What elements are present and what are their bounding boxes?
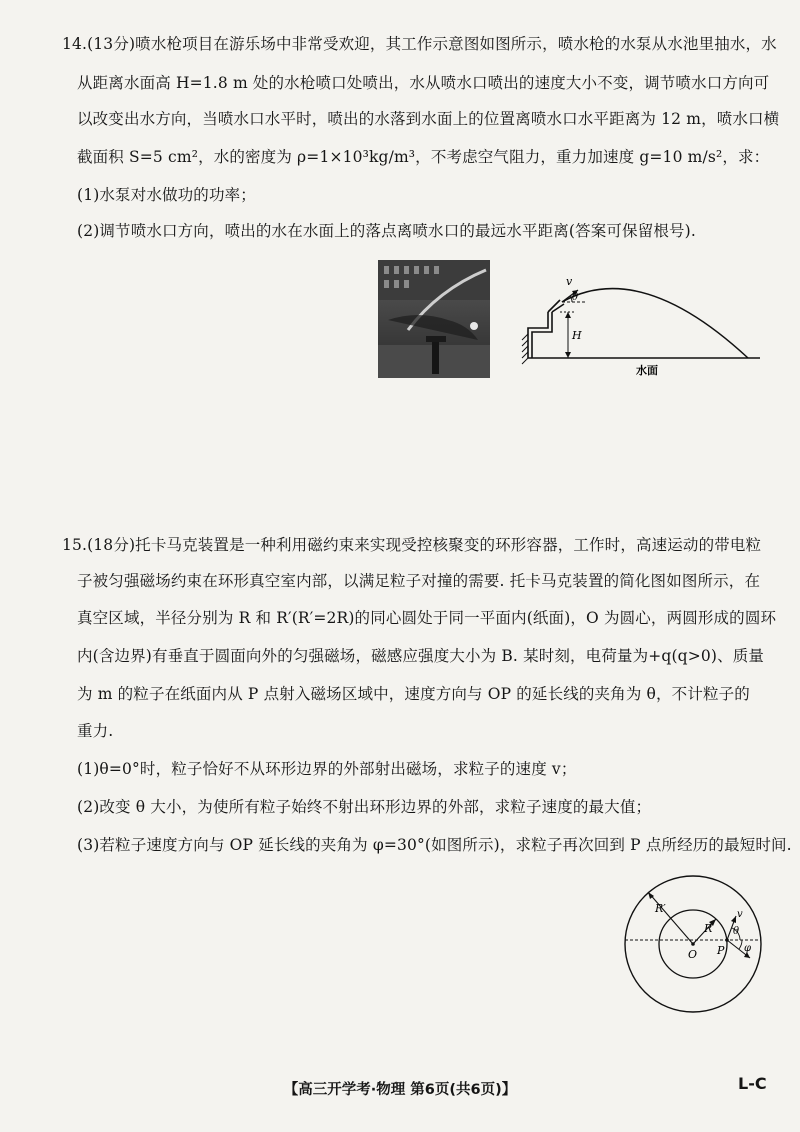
- q14-line-2: 从距离水面高 H=1.8 m 处的水枪喷口处喷出，水从喷水口喷出的速度大小不变，调节喷水口方向可: [77, 74, 770, 92]
- label-R-prime: R′: [655, 902, 666, 915]
- page-footer: 【高三开学考·物理 第6页(共6页)】: [283, 1082, 517, 1098]
- q15-line-9: (3)若粒子速度方向与 OP 延长线的夹角为 φ=30°(如图所示)，求粒子再次回到 P 点所经历的最短时间.: [77, 836, 792, 854]
- q14-line-6: (2)调节喷水口方向，喷出的水在水面上的落点离喷水口的最远水平距离(答案可保留根号).: [77, 222, 696, 240]
- q14-line-1: 14.(13分)喷水枪项目在游乐场中非常受欢迎，其工作示意图如图所示，喷水枪的水泵从水池里抽水，水: [62, 35, 777, 53]
- label-H: H: [572, 329, 582, 342]
- q15-line-3: 真空区域，半径分别为 R 和 R′(R′=2R)的同心圆处于同一平面内(纸面)，O 为圆心，两圆形成的圆环: [77, 609, 777, 627]
- q15-line-8: (2)改变 θ 大小，为使所有粒子始终不射出环形边界的外部，求粒子速度的最大值；: [77, 798, 652, 816]
- label-v15: v: [737, 909, 743, 920]
- q15-line-1: 15.(18分)托卡马克装置是一种利用磁约束来实现受控核聚变的环形容器，工作时，高速运动的带电粒: [62, 536, 762, 554]
- label-P: P: [717, 944, 725, 957]
- label-water-surface: 水面: [636, 364, 658, 377]
- water-gun-diagram: [520, 272, 770, 380]
- label-O: O: [688, 948, 698, 961]
- water-gun-photo: [378, 260, 490, 378]
- q14-line-3: 以改变出水方向，当喷水口水平时，喷出的水落到水面上的位置离喷水口水平距离为 12 m，喷水口横: [77, 110, 780, 128]
- label-theta15: θ: [733, 926, 740, 937]
- q15-line-4: 内(含边界)有垂直于圆面向外的匀强磁场，磁感应强度大小为 B. 某时刻，电荷量为+q(q>0)、质量: [77, 647, 765, 665]
- q14-line-5: (1)水泵对水做功的功率；: [77, 186, 256, 204]
- page-code: L-C: [738, 1074, 767, 1093]
- q15-line-5: 为 m 的粒子在纸面内从 P 点射入磁场区域中，速度方向与 OP 的延长线的夹角为 θ，不计粒子的: [77, 685, 750, 703]
- tokamak-diagram: [618, 872, 768, 1022]
- label-R: R: [704, 922, 713, 935]
- label-theta: θ: [572, 292, 579, 303]
- q14-line-4: 截面积 S=5 cm²，水的密度为 ρ=1×10³kg/m³，不考虑空气阻力，重力加速度 g=10 m/s²，求：: [77, 148, 770, 166]
- q15-line-2: 子被匀强磁场约束在环形真空室内部，以满足粒子对撞的需要. 托卡马克装置的简化图如图所示，在: [77, 572, 761, 590]
- label-v: v: [566, 275, 573, 288]
- q15-line-7: (1)θ=0°时，粒子恰好不从环形边界的外部射出磁场，求粒子的速度 v；: [77, 760, 577, 778]
- label-phi: φ: [744, 943, 752, 954]
- q15-line-6: 重力.: [77, 722, 114, 740]
